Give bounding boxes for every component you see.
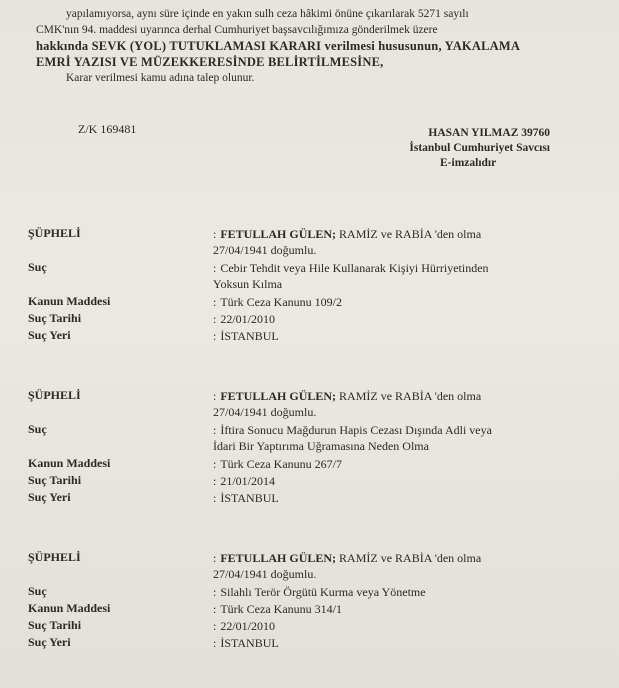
crime-date: 21/01/2014 — [220, 474, 276, 488]
date-label: Suç Tarihi — [28, 618, 82, 632]
crime-line: Yoksun Kılma — [213, 277, 283, 291]
crime-line: Cebir Tehdit veya Hile Kullanarak Kişiyi Hürriyetinden — [220, 261, 489, 275]
suspect-name: FETULLAH GÜLEN; — [220, 551, 337, 565]
crime-label: Suç — [28, 260, 47, 274]
law-label: Kanun Maddesi — [28, 601, 111, 615]
e-signature-note: E-imzalıdır — [440, 157, 497, 169]
crime-place: İSTANBUL — [220, 636, 279, 650]
crime-line: Silahlı Terör Örgütü Kurma veya Yönetme — [220, 585, 426, 599]
place-label: Suç Yeri — [28, 635, 71, 649]
suspect-record: ŞÜPHELİ : FETULLAH GÜLEN; RAMİZ ve RABİA 'den olma 27/04/1941 doğumlu. Suç : Cebir Tehdit veya Hile Kullanarak Kişiyi Hürriyetinden Yoksun Kılma Kanun Maddesi : Türk Ceza Kanunu 109/2 Suç Tarihi : 22/01/2010 Suç Yeri : İSTANBUL — [28, 226, 489, 343]
suspect-parents: RAMİZ ve RABİA 'den olma — [339, 389, 482, 403]
prosecutor-title: İstanbul Cumhuriyet Savcısı — [409, 142, 550, 154]
suspect-parents: RAMİZ ve RABİA 'den olma — [339, 551, 482, 565]
suspect-parents: RAMİZ ve RABİA 'den olma — [339, 227, 482, 241]
reference-number: Z/K 169481 — [78, 122, 137, 136]
intro-line: hakkında SEVK (YOL) TUTUKLAMASI KARARI verilmesi hususunun, YAKALAMA — [36, 39, 521, 53]
birth-date: 27/04/1941 doğumlu. — [213, 243, 317, 257]
intro-line: Karar verilmesi kamu adına talep olunur. — [66, 72, 255, 84]
place-label: Suç Yeri — [28, 328, 71, 342]
crime-label: Suç — [28, 422, 47, 436]
law-label: Kanun Maddesi — [28, 294, 111, 308]
law-article: Türk Ceza Kanunu 267/7 — [220, 457, 342, 471]
intro-line: CMK'nın 94. maddesi uyarınca derhal Cumhuriyet başsavcılığımıza gönderilmek üzere — [36, 24, 438, 36]
suspect-label: ŞÜPHELİ — [28, 226, 81, 240]
law-article: Türk Ceza Kanunu 109/2 — [220, 295, 342, 309]
birth-date: 27/04/1941 doğumlu. — [213, 567, 317, 581]
law-article: Türk Ceza Kanunu 314/1 — [220, 602, 342, 616]
intro-paragraph — [36, 6, 551, 86]
crime-date: 22/01/2010 — [220, 312, 276, 326]
crime-line: İftira Sonucu Mağdurun Hapis Cezası Dışında Adli veya — [220, 423, 492, 437]
place-label: Suç Yeri — [28, 490, 71, 504]
suspect-label: ŞÜPHELİ — [28, 388, 81, 402]
signature-block — [380, 126, 550, 171]
date-label: Suç Tarihi — [28, 311, 82, 325]
suspect-record: ŞÜPHELİ : FETULLAH GÜLEN; RAMİZ ve RABİA 'den olma 27/04/1941 doğumlu. Suç : İftira Sonucu Mağdurun Hapis Cezası Dışında Adli veya İdari Bir Yaptırıma Uğramasına Neden Olma Kanun Maddesi : Türk Ceza Kanunu 267/7 Suç Tarihi : 21/01/2014 Suç Yeri : İSTANBUL — [28, 388, 492, 505]
crime-label: Suç — [28, 584, 47, 598]
suspect-label: ŞÜPHELİ — [28, 550, 81, 564]
crime-date: 22/01/2010 — [220, 619, 276, 633]
suspect-name: FETULLAH GÜLEN; — [220, 389, 337, 403]
crime-place: İSTANBUL — [220, 491, 279, 505]
prosecutor-name: HASAN YILMAZ 39760 — [428, 127, 550, 139]
birth-date: 27/04/1941 doğumlu. — [213, 405, 317, 419]
law-label: Kanun Maddesi — [28, 456, 111, 470]
intro-line: EMRİ YAZISI VE MÜZEKKERESİNDE BELİRTİLMESİNE, — [36, 55, 384, 69]
suspect-record: ŞÜPHELİ : FETULLAH GÜLEN; RAMİZ ve RABİA 'den olma 27/04/1941 doğumlu. Suç : Silahlı Terör Örgütü Kurma veya Yönetme Kanun Maddesi : Türk Ceza Kanunu 314/1 Suç Tarihi : 22/01/2010 Suç Yeri : İSTANBUL — [28, 550, 482, 650]
date-label: Suç Tarihi — [28, 473, 82, 487]
suspect-name: FETULLAH GÜLEN; — [220, 227, 337, 241]
intro-line: yapılamıyorsa, aynı süre içinde en yakın sulh ceza hâkimi önüne çıkarılarak 5271 sayılı — [66, 8, 469, 20]
crime-place: İSTANBUL — [220, 329, 279, 343]
crime-line: İdari Bir Yaptırıma Uğramasına Neden Olma — [213, 439, 429, 453]
